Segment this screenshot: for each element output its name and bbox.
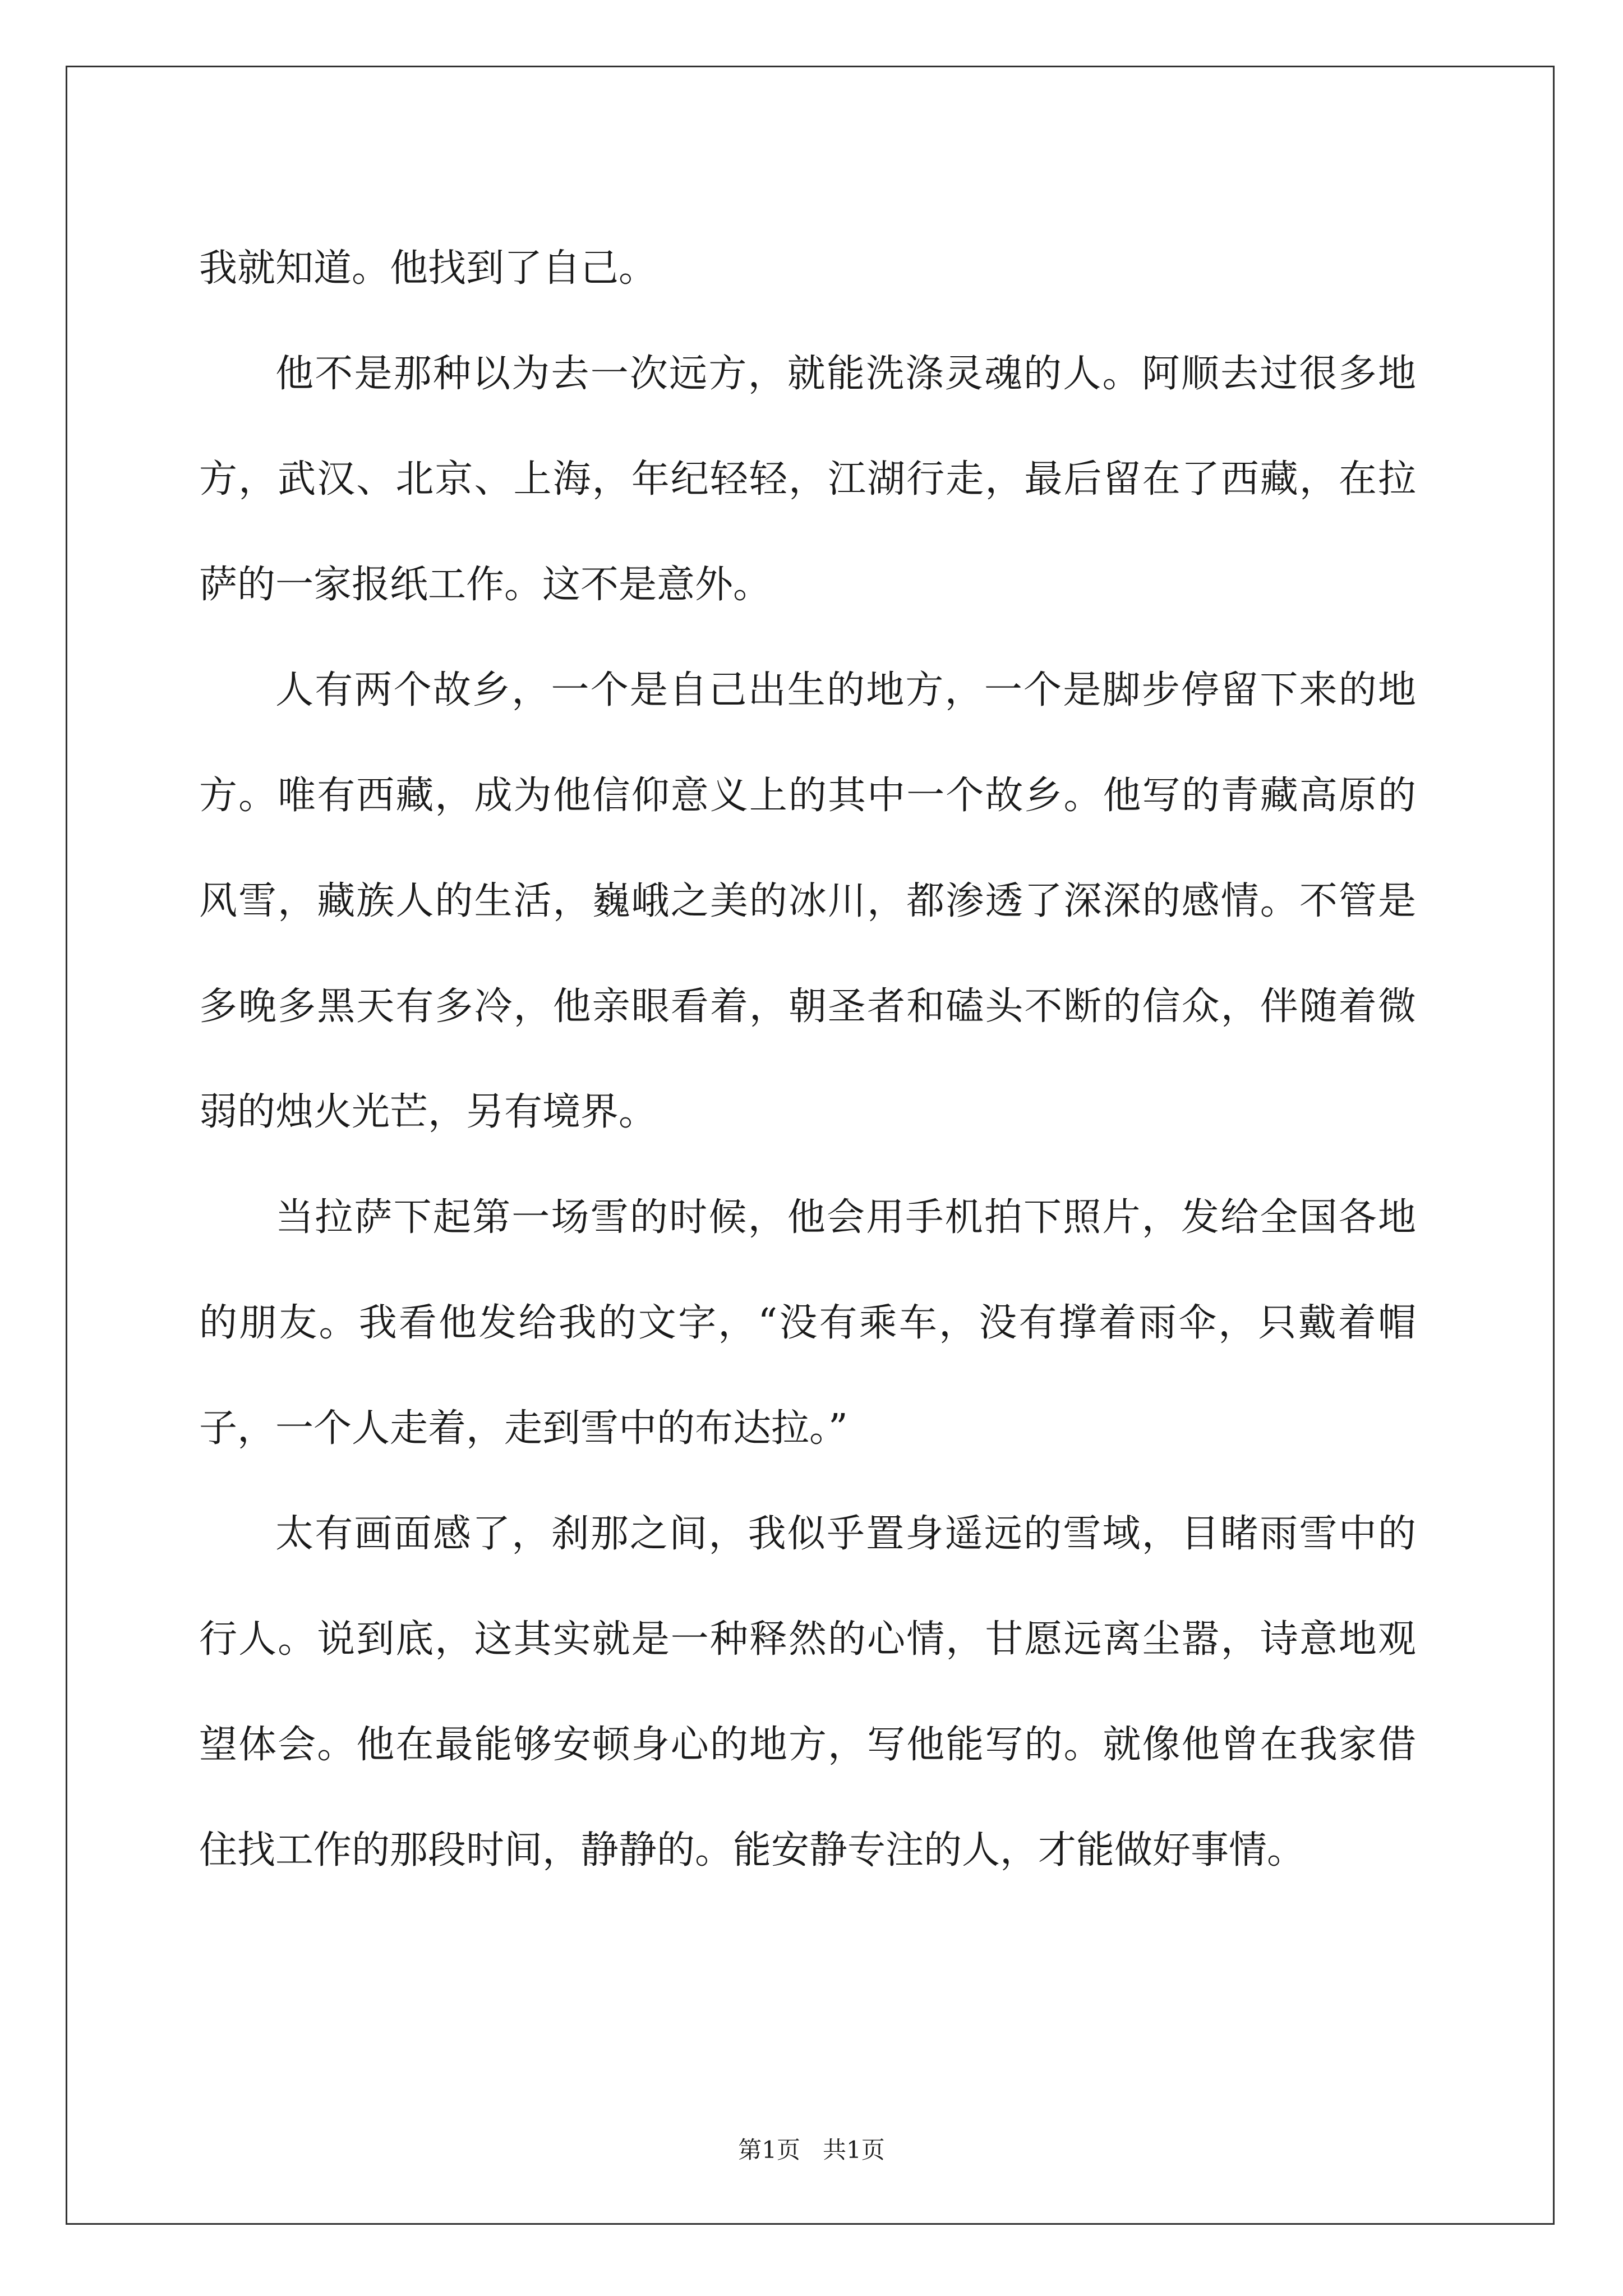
paragraph-3: 人有两个故乡，一个是自己出生的地方，一个是脚步停留下来的地方。唯有西藏，成为他信仰意义上的其中一个故乡。他写的青藏高原的风雪，藏族人的生活，巍峨之美的冰川，都渗透了深深的感情。不管是多晚多黑天有多冷，他亲眼看着，朝圣者和磕头不断的信众，伴随着微弱的烛火光芒，另有境界。	[199, 668, 1416, 1134]
paragraph-5: 太有画面感了，刹那之间，我似乎置身遥远的雪域，目睹雨雪中的行人。说到底，这其实就是一种释然的心情，甘愿远离尘嚣，诗意地观望体会。他在最能够安顿身心的地方，写他能写的。就像他曾在我家借住找工作的那段时间，静静的。能安静专注的人，才能做好事情。	[199, 1512, 1416, 1872]
paragraph-2: 他不是那种以为去一次远方，就能洗涤灵魂的人。阿顺去过很多地方，武汉、北京、上海，年纪轻轻，江湖行走，最后留在了西藏，在拉萨的一家报纸工作。这不是意外。	[199, 352, 1416, 607]
document-body	[199, 216, 1416, 1903]
paragraph-4: 当拉萨下起第一场雪的时候，他会用手机拍下照片，发给全国各地的朋友。我看他发给我的文字，“没有乘车，没有撑着雨伞，只戴着帽子，一个人走着，走到雪中的布达拉。”	[199, 1195, 1416, 1451]
page-footer	[0, 2132, 1623, 2165]
page-number-total: 共1页	[823, 2136, 885, 2164]
page-number-current: 第1页	[738, 2136, 800, 2164]
paragraph-1: 我就知道。他找到了自己。	[199, 246, 657, 291]
